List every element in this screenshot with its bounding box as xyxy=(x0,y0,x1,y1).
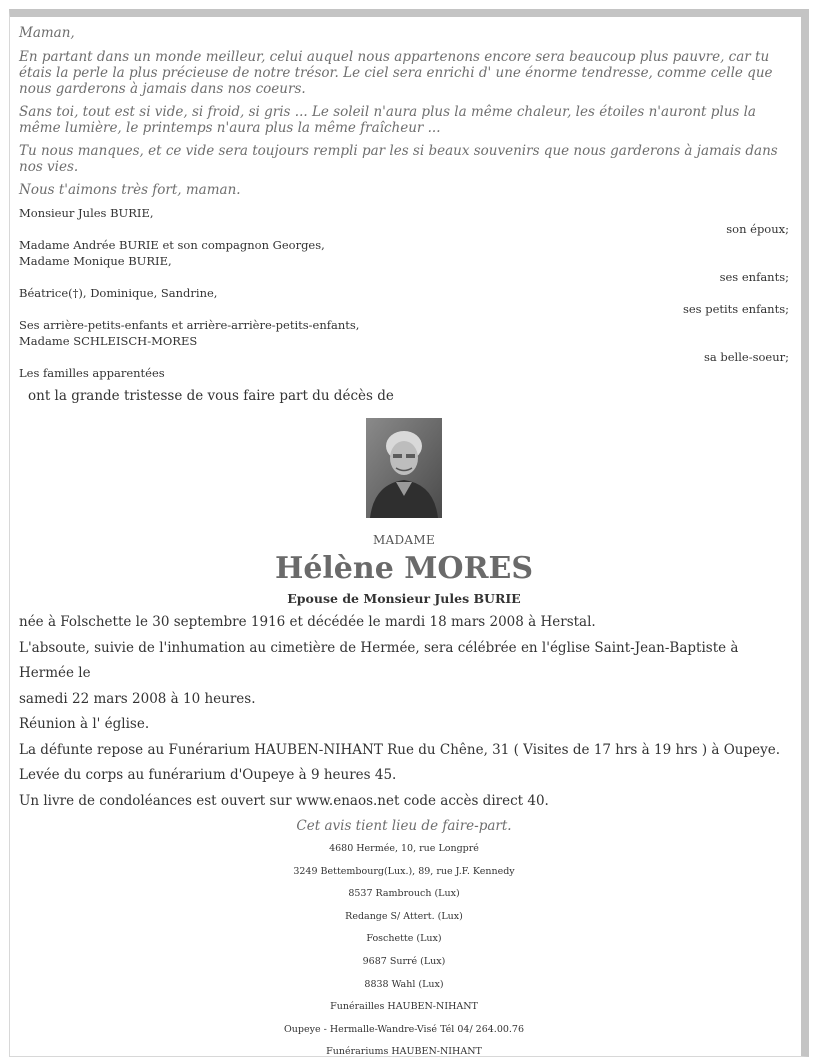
announcement: ont la grande tristesse de vous faire part du décès de xyxy=(28,388,394,404)
detail-line: Levée du corps au funérarium d'Oupeye à 9 heures 45. xyxy=(19,767,397,783)
detail-line: née à Folschette le 30 septembre 1916 et décédée le mardi 18 mars 2008 à Herstal. xyxy=(19,614,596,630)
family-great-grandchildren: Ses arrière-petits-enfants et arrière-arrière-petits-enfants, xyxy=(19,318,360,332)
address-line: Redange S/ Attert. (Lux) xyxy=(345,910,463,922)
poem xyxy=(19,25,789,198)
poem-salutation: Maman, xyxy=(19,25,75,41)
notice-note: Cet avis tient lieu de faire-part. xyxy=(296,818,512,834)
family-role: ses petits enfants; xyxy=(682,302,789,316)
detail-line: La défunte repose au Funérarium HAUBEN-NIHANT Rue du Chêne, 31 ( Visites de 17 hrs à 19 hrs ) à Oupeye. xyxy=(19,741,781,758)
family-role: sa belle-soeur; xyxy=(703,350,789,364)
address-line: 3249 Bettembourg(Lux.), 89, rue J.F. Kennedy xyxy=(293,865,515,877)
detail-line: Réunion à l' église. xyxy=(19,716,150,732)
detail-line: Un livre de condoléances est ouvert sur www.enaos.net code accès direct 40. xyxy=(19,792,549,809)
poem-paragraph: Tu nous manques, et ce vide sera toujours rempli par les si beaux souvenirs que nous garderons à jamais dans nos vies. xyxy=(19,143,778,175)
family-child: Madame Monique BURIE, xyxy=(19,254,172,268)
address-line: Oupeye - Hermalle-Wandre-Visé Tél 04/ 264.00.76 xyxy=(283,1023,525,1035)
address-line: 9687 Surré (Lux) xyxy=(362,955,446,967)
funeral-details xyxy=(19,610,789,814)
address-line: Foschette (Lux) xyxy=(366,933,442,945)
address-line: 8537 Rambrouch (Lux) xyxy=(348,888,460,900)
deceased-title: MADAME xyxy=(372,533,436,547)
portrait-image xyxy=(366,418,442,518)
poem-paragraph: Nous t'aimons très fort, maman. xyxy=(19,182,241,198)
family-role: son époux; xyxy=(726,222,789,236)
family-role: ses enfants; xyxy=(719,270,789,284)
family-sister-in-law: Madame SCHLEISCH-MORES xyxy=(19,334,198,348)
detail-line: samedi 22 mars 2008 à 10 heures. xyxy=(19,690,256,707)
address-line: Funérailles HAUBEN-NIHANT xyxy=(330,1001,478,1013)
portrait-wrap xyxy=(19,418,789,522)
family-related: Les familles apparentées xyxy=(19,366,165,380)
detail-line: L'absoute, suivie de l'inhumation au cimetière de Hermée, sera célébrée en l'église Saint-Jean-Baptiste à Hermée le xyxy=(19,639,739,681)
deceased-portrait xyxy=(366,418,442,518)
address-line: 4680 Hermée, 10, rue Longpré xyxy=(329,843,479,854)
poem-paragraph: Sans toi, tout est si vide, si froid, si gris ... Le soleil n'aura plus la même chaleur, les étoiles n'auront plus la même lumière, le printemps n'aura plus la même fraîcheur ... xyxy=(19,104,756,136)
deceased-name: Hélène MORES xyxy=(274,551,534,586)
deceased-spouse: Epouse de Monsieur Jules BURIE xyxy=(287,591,521,606)
family-list xyxy=(19,205,789,381)
address-line: 8838 Wahl (Lux) xyxy=(364,978,444,990)
poem-paragraph: En partant dans un monde meilleur, celui auquel nous appartenons encore sera beaucoup plus pauvre, car tu étais la perle la plus précieuse de notre trésor. Le ciel sera enrichi d' une énorme tendresse, comme celle que nous garderons à jamais dans nos coeurs. xyxy=(19,49,773,97)
address-list xyxy=(19,838,789,1064)
address-line: Funérariums HAUBEN-NIHANT xyxy=(326,1046,482,1058)
family-grandchildren: Béatrice(†), Dominique, Sandrine, xyxy=(19,286,218,300)
family-child: Madame Andrée BURIE et son compagnon Georges, xyxy=(19,238,325,252)
family-husband: Monsieur Jules BURIE, xyxy=(19,206,154,220)
obituary-content xyxy=(19,25,789,1064)
